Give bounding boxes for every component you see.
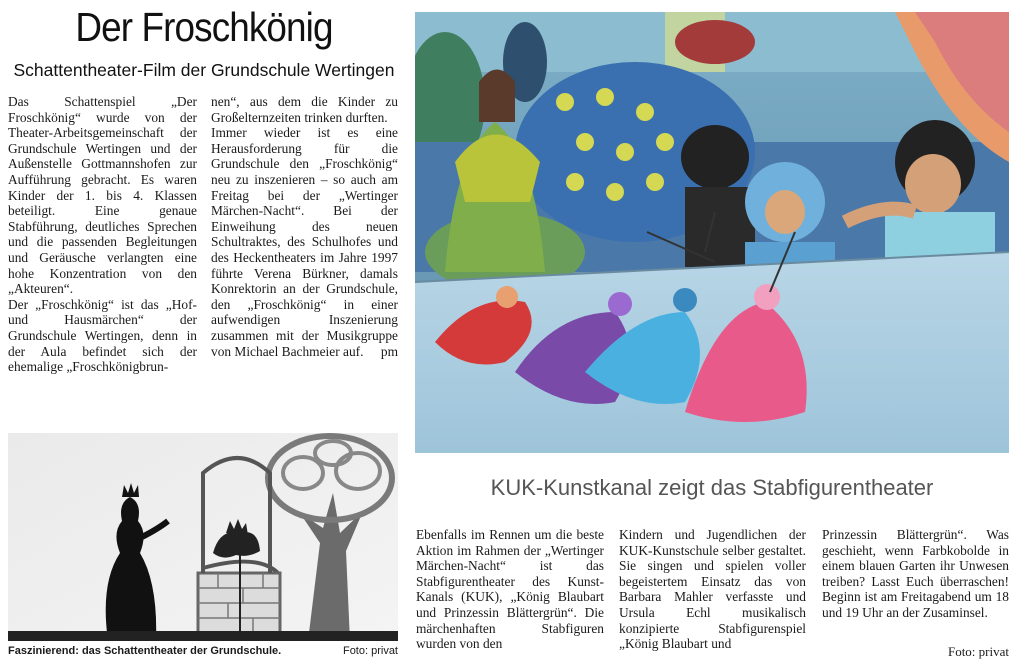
- article1-subheadline: Schattentheater-Film der Grundschule Wertingen: [13, 60, 395, 80]
- article1-paragraph: Der „Froschkönig“ ist das „Hof- und Hausmärchen“ der Grundschule Wertingen, denn in der Aula befindet sich der ehemalige „Froschkönigbrun-: [8, 296, 197, 375]
- puppet-theatre-illustration: [415, 12, 1009, 453]
- article1-column-2: [211, 94, 398, 359]
- article1-headline: Der Froschkönig: [75, 4, 333, 50]
- shadow-theatre-caption: [8, 645, 398, 657]
- article2-paragraph: Ebenfalls im Rennen um die beste Aktion im Rahmen der „Wertinger Märchen-Nacht“ ist das Stabfigurentheater des Kunst-Kanals (KUK), „König Blaubart und Prinzessin Blättergrün“. Die märchenhaften Stabfiguren wurden von den: [416, 527, 604, 652]
- article2-paragraph: Prinzessin Blättergrün“. Was geschieht, wenn Farbkobolde in einem blauen Garten ihr Unwesen treiben? Lasst Euch überraschen! Beginn ist am Freitagabend um 18 und 19 Uhr an der Zusaminsel.: [822, 527, 1009, 620]
- photo-credit: Foto: privat: [342, 645, 398, 657]
- article2-column-2: [619, 527, 806, 652]
- article1-paragraph: nen“, aus dem die Kinder zu Großelternzeiten trinken durften.: [211, 94, 398, 125]
- article2-column-1: [416, 527, 604, 652]
- article1-paragraph: [211, 125, 398, 359]
- article1-column-1: [8, 94, 197, 375]
- article2-column-3: [822, 527, 1009, 621]
- article1-signature: pm: [380, 343, 398, 359]
- caption-text: Faszinierend: das Schattentheater der Grundschule.: [8, 645, 282, 657]
- article1-paragraph-text: Immer wieder ist es eine Herausforderung für die Grundschule den „Froschkönig“ neu zu inszenieren – so auch am Freitag bei der „Wertinger Märchen-Nacht“. Bei der Einweihung des neuen Schultraktes, des Schulhofes und des Heckentheaters im Jahre 1997 führte Verena Bürkner, damals Konrektorin an der Grundschule, den „Froschkönig“ in einer aufwendigen Inszenierung zusammen mit der Musikgruppe von Michael Bachmeier auf.: [211, 125, 398, 359]
- photo-credit: Foto: privat: [947, 644, 1009, 659]
- article1-paragraph: Das Schattenspiel „Der Froschkönig“ wurde von der Theater-Arbeitsgemeinschaft der Grundschule Wertingen und der Außenstelle Gottmannshofen zur Aufführung gebracht. Es waren Kinder der 1. bis 4. Klassen beteiligt. Eine genaue Stabführung, deutliches Sprechen und die passenden Begleitungen und Geräusche verlangten eine hohe Konzentration von den „Akteuren“.: [8, 94, 197, 297]
- article2-paragraph: Kindern und Jugendlichen der KUK-Kunstschule selber gestaltet. Sie singen und spielen voller begeistertem Einsatz das von Barbara Mahler verfasste und Ursula Echl musikalisch konzipierte Stabfigurenspiel „König Blaubart und: [619, 527, 806, 652]
- article2-headline: KUK-Kunstkanal zeigt das Stabfigurentheater: [490, 475, 934, 500]
- shadow-theatre-photo: [8, 433, 398, 641]
- shadow-theatre-illustration: [8, 433, 398, 641]
- puppet-theatre-photo: [415, 12, 1009, 453]
